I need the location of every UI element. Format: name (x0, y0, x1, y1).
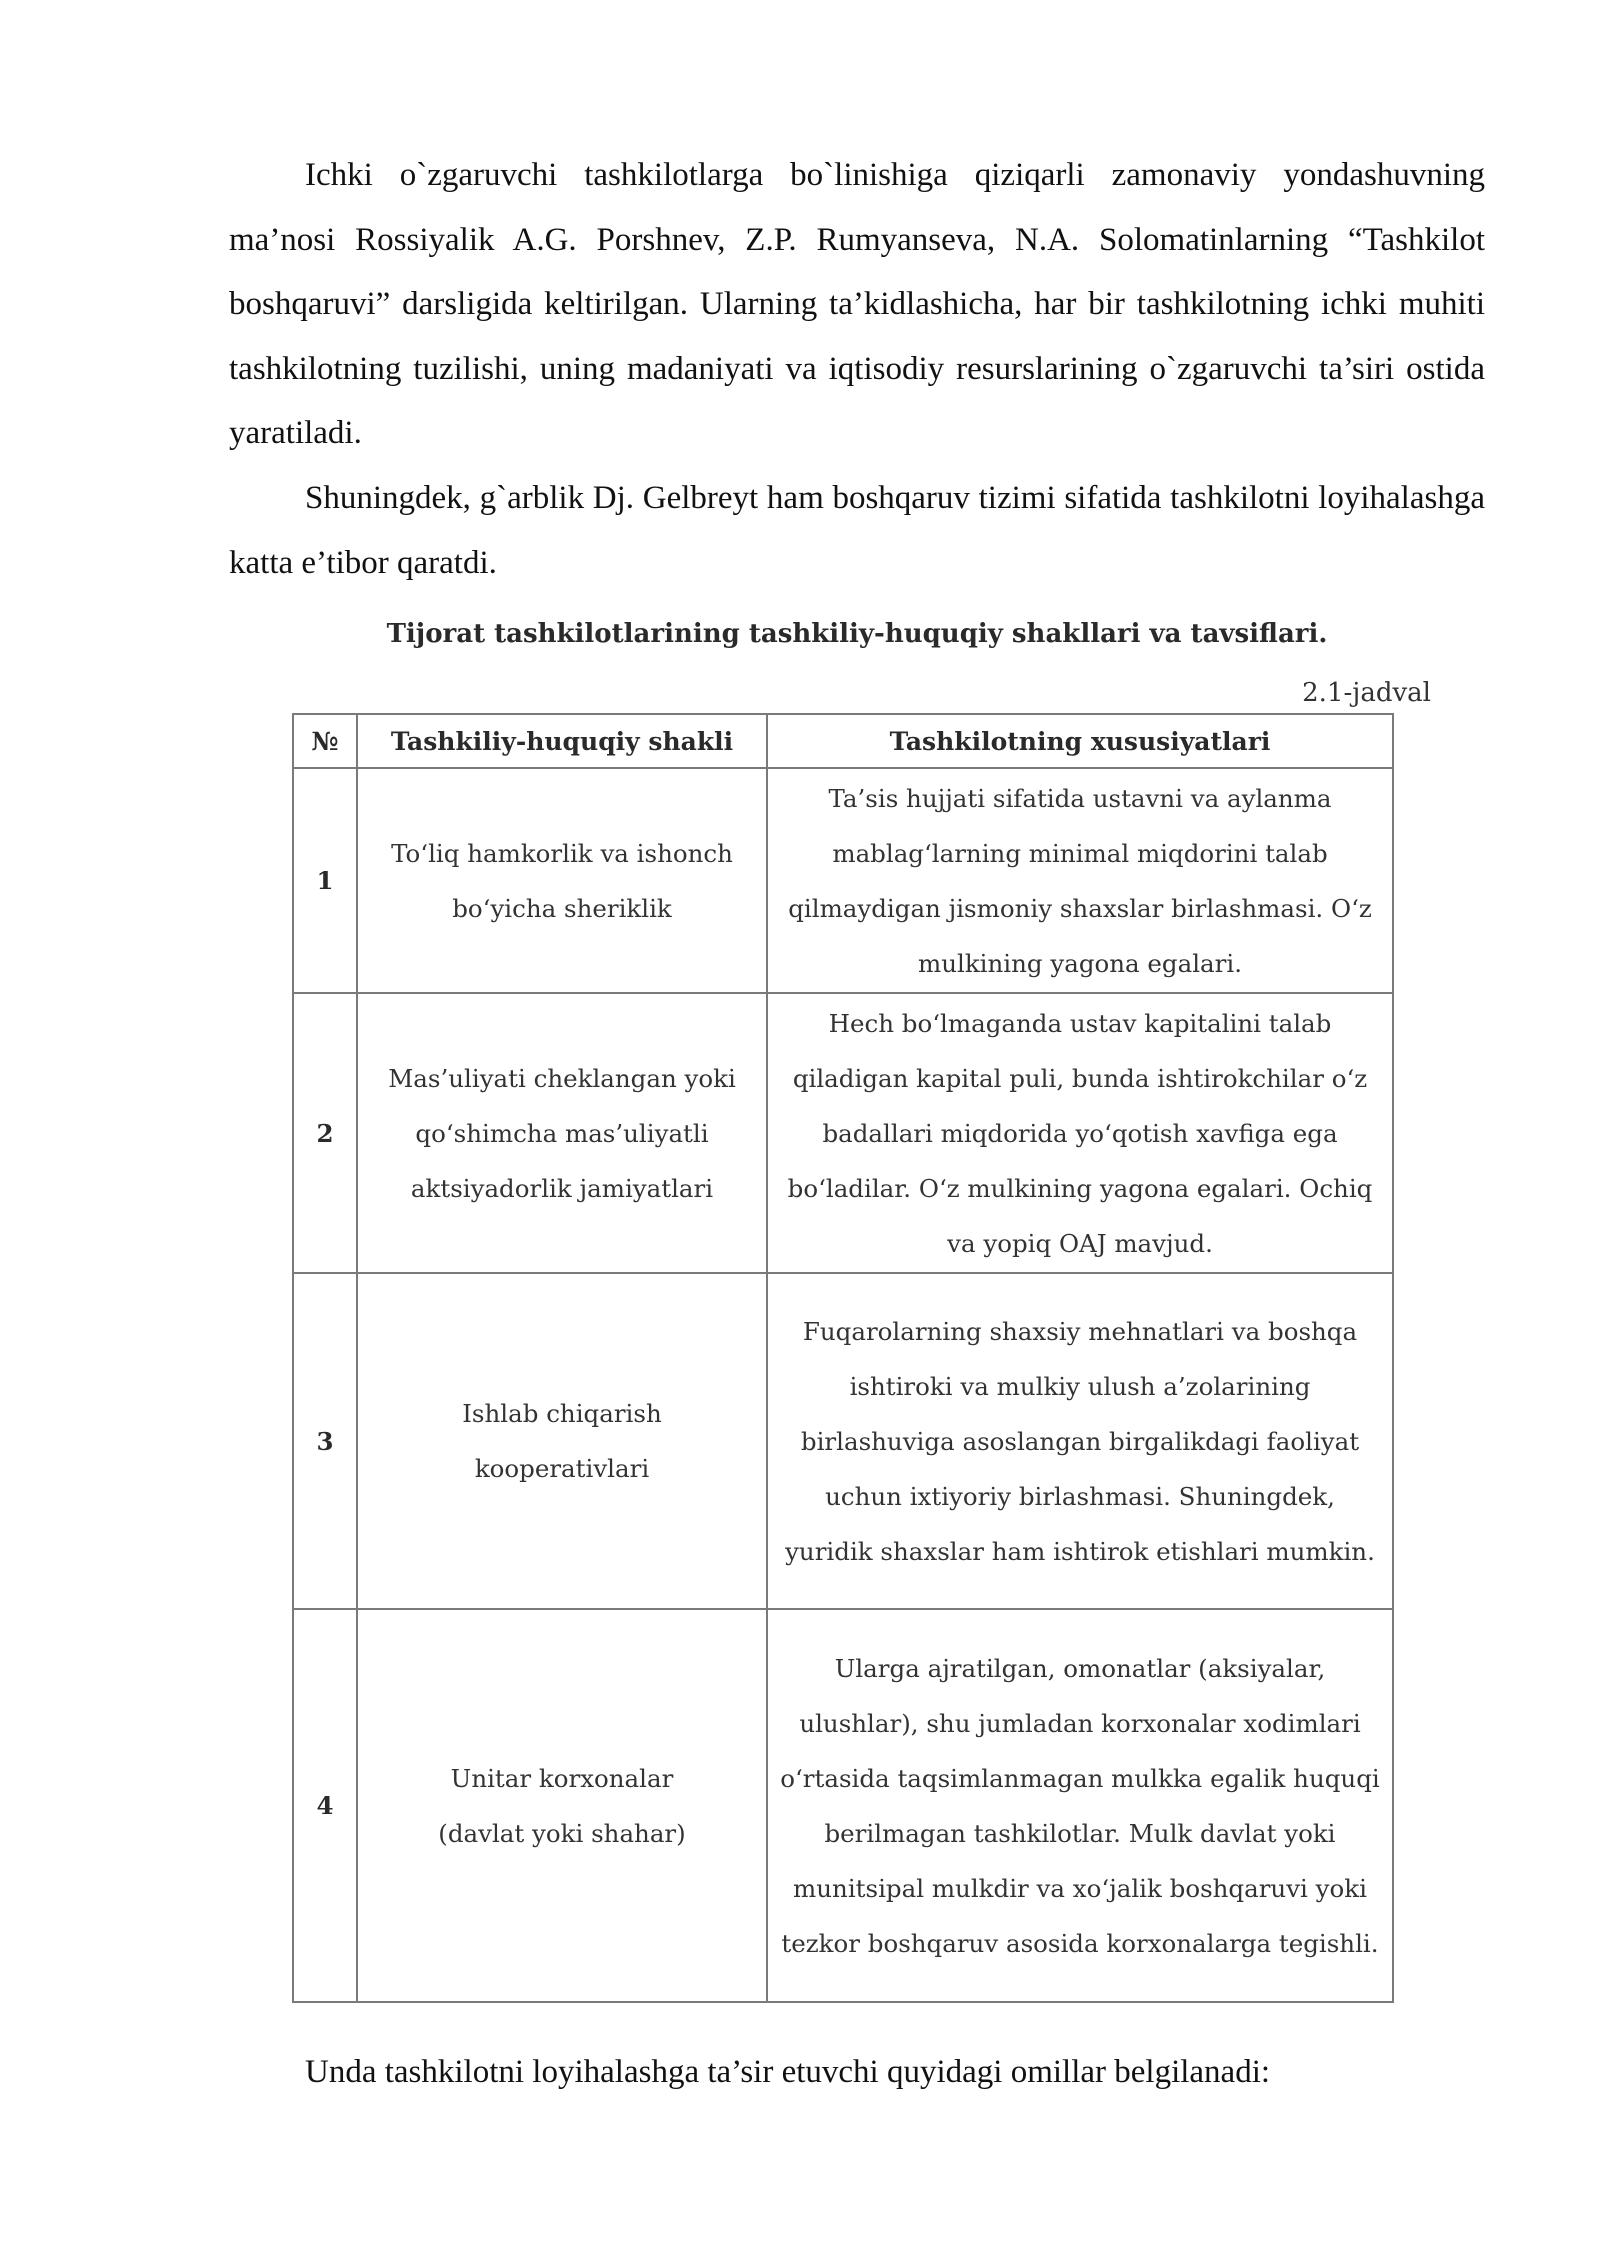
row-features-text: Fuqarolarning shaxsiy mehnatlari va boshqa ishtiroki va mulkiy ulush a’zolarining birlashuviga asoslangan birgalikdagi faoliyat uchun ixtiyoriy birlashmasi. Shuningdek, yuridik shaxslar ham ishtirok etishlari mumkin. (785, 1316, 1375, 1566)
row-features (767, 1273, 1393, 1609)
row-legal-form (357, 1273, 767, 1609)
row-legal-form-text: To‘liq hamkorlik va ishonch bo‘yicha sheriklik (391, 838, 733, 923)
row-features-text: Ta’sis hujjati sifatida ustavni va aylanma mablag‘larning minimal miqdorini talab qilmaydigan jismoniy shaxslar birlashmasi. O‘z mulkining yagona egalari. (788, 783, 1372, 978)
row-legal-form-text: Mas’uliyati cheklangan yoki qo‘shimcha mas’uliyatli aktsiyadorlik jamiyatlari (388, 1063, 736, 1203)
paragraph-factors-intro: Unda tashkilotni loyihalashga ta’sir etuvchi quyidagi omillar belgilanadi: (305, 2054, 1271, 2090)
table-row (293, 1609, 1393, 2002)
row-features (767, 993, 1393, 1273)
table-number: 2.1-jadval (1302, 678, 1431, 708)
row-number: 1 (293, 768, 357, 993)
row-number: 2 (293, 993, 357, 1273)
paragraph-intro: Ichki o`zgaruvchi tashkilotlarga bo`linishiga qiziqarli zamonaviy yondashuvning ma’nosi Rossiyalik A.G. Porshnev, Z.P. Rumyanseva, N.A. Solomatinlarning “Tashkilot boshqaruvi” darsligida keltirilgan. Ularning ta’kidlashicha, har bir tashkilotning ichki muhiti tashkilotning tuzilishi, uning madaniyati va iqtisodiy resurslarining o`zgaruvchi ta’siri ostida yaratiladi. (229, 157, 1485, 451)
table-row (293, 768, 1393, 993)
table-title: Tijorat tashkilotlarining tashkiliy-huquqiy shakllari va tavsiflari. (386, 619, 1328, 649)
row-features (767, 1609, 1393, 2002)
row-features (767, 768, 1393, 993)
header-number: № (293, 714, 357, 768)
paragraph-gelbreyt: Shuningdek, g`arblik Dj. Gelbreyt ham boshqaruv tizimi sifatida tashkilotni loyihalashga katta e’tibor qaratdi. (229, 480, 1485, 581)
row-legal-form (357, 993, 767, 1273)
row-legal-form-text: Unitar korxonalar (davlat yoki shahar) (438, 1763, 686, 1848)
legal-forms-table (292, 713, 1394, 2003)
table-row (293, 1273, 1393, 1609)
table-header-row (293, 714, 1393, 768)
header-features: Tashkilotning xususiyatlari (767, 714, 1393, 768)
row-legal-form (357, 768, 767, 993)
row-legal-form (357, 1609, 767, 2002)
row-features-text: Hech bo‘lmaganda ustav kapitalini talab qiladigan kapital puli, bunda ishtirokchilar o‘z badallari miqdorida yo‘qotish xavfiga ega bo‘ladilar. O‘z mulkining yagona egalari. Ochiq va yopiq OAJ mavjud. (787, 1008, 1373, 1258)
table-row (293, 993, 1393, 1273)
row-legal-form-text: Ishlab chiqarish kooperativlari (462, 1399, 662, 1483)
row-features-text: Ularga ajratilgan, omonatlar (aksiyalar, ulushlar), shu jumladan korxonalar xodimlari o‘rtasida taqsimlanmagan mulkka egalik huquqi berilmagan tashkilotlar. Mulk davlat yoki munitsipal mulkdir va xo‘jalik boshqaruvi yoki tezkor boshqaruv asosida korxonalarga tegishli. (780, 1653, 1380, 1958)
header-legal-form: Tashkiliy-huquqiy shakli (357, 714, 767, 768)
row-number: 4 (293, 1609, 357, 2002)
row-number: 3 (293, 1273, 357, 1609)
